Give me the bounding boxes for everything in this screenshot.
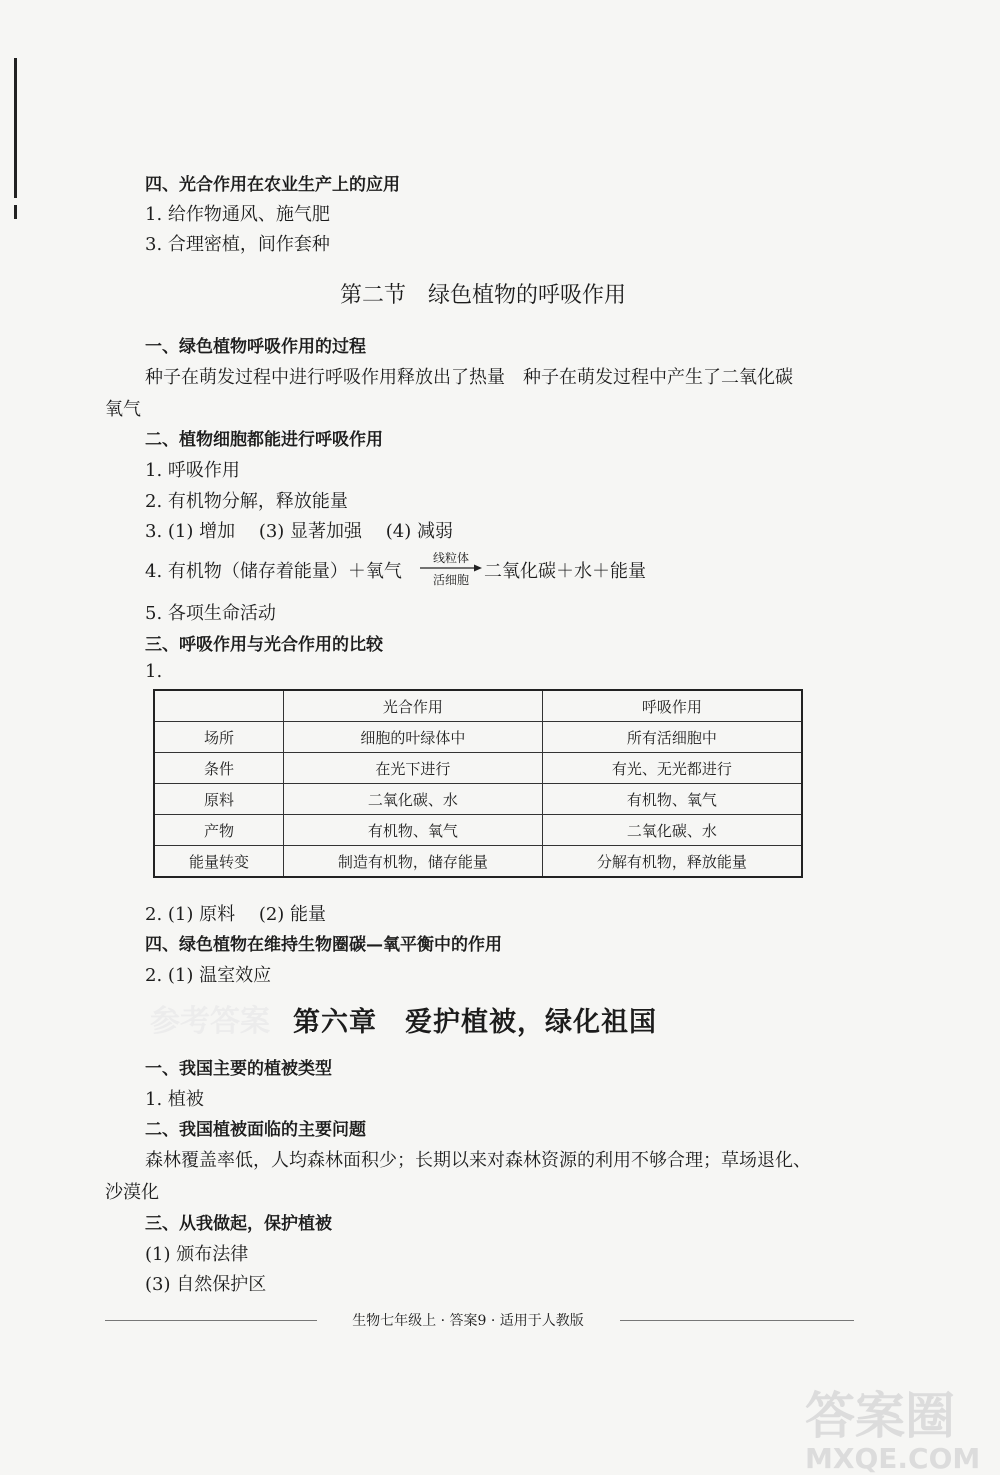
section-heading: 三、呼吸作用与光合作用的比较 [145, 635, 383, 655]
list-item: 1. 呼吸作用 [145, 460, 240, 481]
table-header-cell: 呼吸作用 [542, 690, 802, 722]
section-heading: 三、从我做起，保护植被 [145, 1214, 332, 1234]
table-cell: 有机物、氧气 [284, 815, 543, 846]
table-cell: 有机物、氧气 [542, 784, 802, 815]
page-footer: 生物七年级上 · 答案9 · 适用于人教版 [352, 1313, 584, 1329]
table-row [154, 753, 802, 784]
table-cell: 在光下进行 [284, 753, 543, 784]
list-number: 1. [145, 661, 163, 682]
watermark-url: MXQE.COM [805, 1442, 981, 1475]
arrow-label-top: 线粒体 [432, 551, 469, 565]
section-heading: 二、我国植被面临的主要问题 [145, 1120, 366, 1140]
footer-rule-right [620, 1320, 854, 1321]
paragraph-line: 沙漠化 [105, 1182, 159, 1203]
list-item: 3. (1) 增加 (3) 显著加强 (4) 减弱 [145, 521, 453, 542]
list-item: (1) 颁布法律 [145, 1244, 249, 1265]
section-heading: 四、光合作用在农业生产上的应用 [145, 175, 400, 195]
table-cell: 二氧化碳、水 [284, 784, 543, 815]
paragraph-line: 森林覆盖率低，人均森林面积少；长期以来对森林资源的利用不够合理；草场退化、 [145, 1150, 811, 1171]
table-cell: 产物 [154, 815, 284, 846]
table-row [154, 722, 802, 753]
chapter-title: 第六章 爱护植被，绿化祖国 [293, 1007, 657, 1038]
table-header-cell [154, 690, 284, 722]
table-cell: 制造有机物，储存能量 [284, 846, 543, 878]
site-watermark [805, 1376, 980, 1475]
table-header-cell: 光合作用 [284, 690, 543, 722]
list-item: 2. (1) 原料 (2) 能量 [145, 904, 327, 925]
table-cell: 分解有机物，释放能量 [542, 846, 802, 878]
table-row [154, 815, 802, 846]
paragraph-line: 种子在萌发过程中进行呼吸作用释放出了热量 种子在萌发过程中产生了二氧化碳 [145, 367, 793, 388]
table-cell: 能量转变 [154, 846, 284, 878]
scan-edge-mark [14, 58, 17, 198]
table-header-row [154, 690, 802, 722]
list-item: 1. 给作物通风、施气肥 [145, 204, 330, 225]
section-heading: 一、绿色植物呼吸作用的过程 [145, 337, 366, 357]
paragraph-line: 氧气 [105, 399, 141, 420]
table-row [154, 846, 802, 878]
table-cell: 细胞的叶绿体中 [284, 722, 543, 753]
section-title: 第二节 绿色植物的呼吸作用 [340, 283, 627, 308]
list-item: 2. 有机物分解，释放能量 [145, 491, 348, 512]
table-row [154, 784, 802, 815]
list-item: 1. 植被 [145, 1089, 204, 1110]
table-cell: 场所 [154, 722, 284, 753]
equation-right: 二氧化碳＋水＋能量 [484, 561, 646, 582]
table-cell: 二氧化碳、水 [542, 815, 802, 846]
list-item: (3) 自然保护区 [145, 1274, 267, 1295]
list-item: 5. 各项生命活动 [145, 603, 276, 624]
section-heading: 四、绿色植物在维持生物圈碳—氧平衡中的作用 [145, 935, 502, 955]
section-heading: 二、植物细胞都能进行呼吸作用 [145, 430, 383, 450]
arrow-label-bottom: 活细胞 [432, 573, 469, 587]
table-cell: 条件 [154, 753, 284, 784]
equation-left: 4. 有机物（储存着能量）＋氧气 [145, 561, 402, 582]
table-cell: 原料 [154, 784, 284, 815]
footer-rule-left [105, 1320, 317, 1321]
table-cell: 有光、无光都进行 [542, 753, 802, 784]
table-cell: 所有活细胞中 [542, 722, 802, 753]
comparison-table [153, 689, 803, 878]
list-item: 3. 合理密植，间作套种 [145, 234, 330, 255]
scan-edge-mark [14, 205, 17, 219]
list-item: 2. (1) 温室效应 [145, 965, 272, 986]
ghost-watermark-text: 参考答案 [150, 1004, 270, 1039]
watermark-logo-text: 答案圈 [805, 1387, 955, 1445]
reaction-arrow [420, 549, 482, 587]
section-heading: 一、我国主要的植被类型 [145, 1059, 332, 1079]
